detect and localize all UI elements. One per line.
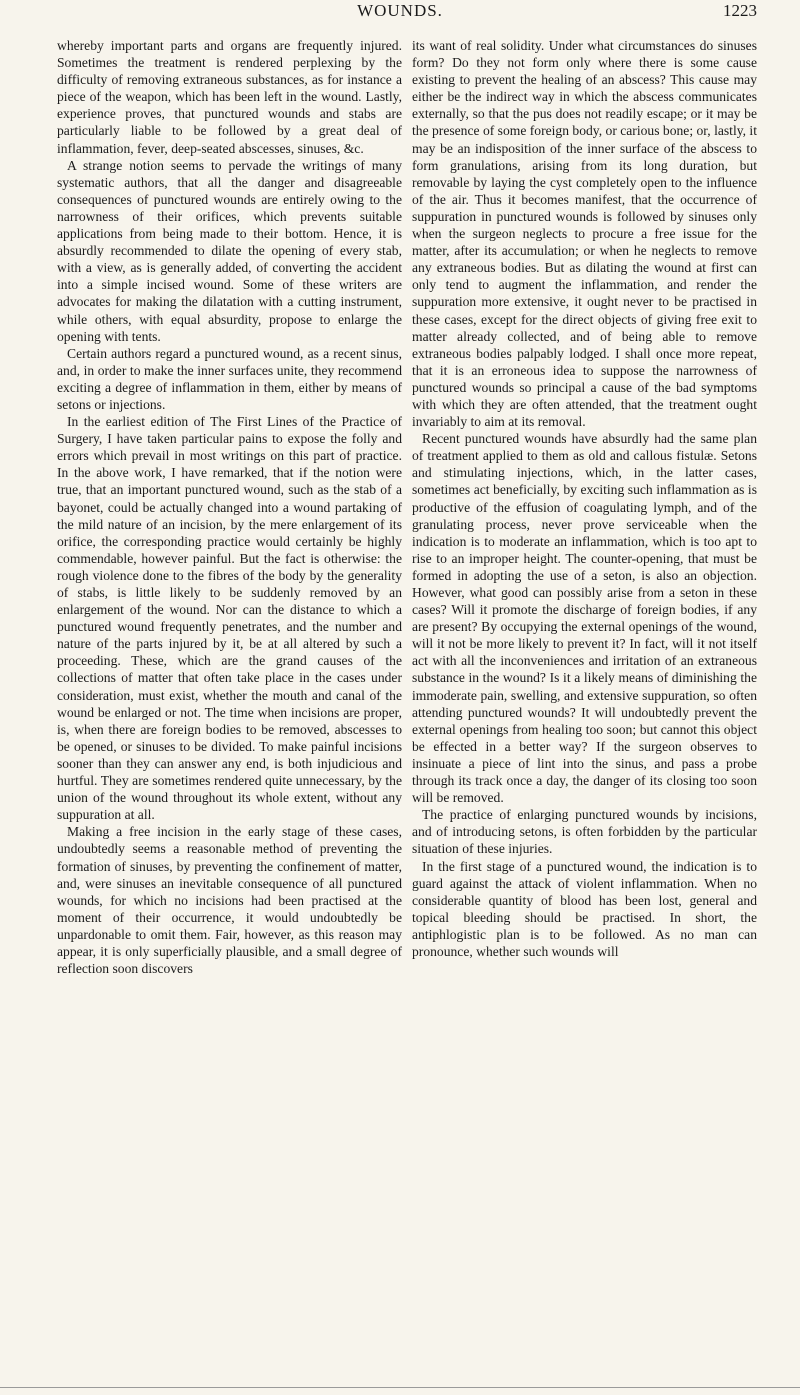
paragraph: In the earliest edition of The First Lines of the Practice of Surgery, I have taken particular pains to expose the folly and errors which prevail in most writings on this part of practice. In the above work, I have remarked, that if the notion were true, that an important punctured wound, such as the stab of a bayonet, could be actually changed into a wound partaking of the mild nature of an incision, by the mere enlargement of its orifice, the corresponding practice would certainly be highly commendable, however painful. But the fact is otherwise: the rough violence done to the fibres of the body by the generality of stabs, is little likely to be suddenly removed by an enlargement of the wound. Nor can the distance to which a punctured wound frequently penetrates, and the number and nature of the parts injured by it, be at all altered by such a proceeding. These, which are the grand causes of the collections of matter that often take place in the cases under consideration, must exist, whether the mouth and canal of the wound be enlarged or not. The time when incisions are proper, is, when there are foreign bodies to be removed, abscesses to be opened, or sinuses to be divided. To make painful incisions sooner than they can answer any end, is both injudicious and hurtful. They are sometimes rendered quite unnecessary, by the union of the wound throughout its whole extent, without any suppuration at all. — [57, 414, 402, 823]
left-column — [57, 37, 402, 977]
paragraph: Certain authors regard a punctured wound, as a recent sinus, and, in order to make the inner surfaces unite, they recommend exciting a degree of inflammation in them, either by means of setons or injections. — [57, 345, 402, 412]
right-column — [412, 37, 757, 960]
page-number: 1223 — [723, 1, 757, 20]
running-title: WOUNDS. — [357, 1, 443, 20]
paragraph: Making a free incision in the early stage of these cases, undoubtedly seems a reasonable method of preventing the formation of sinuses, by preventing the confinement of matter, and, were sinuses an inevitable consequence of all punctured wounds, for which no incisions had been practised at the moment of their occurrence, it would undoubtedly be unpardonable to omit them. Fair, however, as this reason may appear, it is only superficially plausible, and a small degree of reflection soon discovers — [57, 824, 402, 977]
paragraph: Recent punctured wounds have absurdly had the same plan of treatment applied to them as old and callous fistulæ. Setons and stimulating injections, which, in the latter cases, sometimes act beneficially, by exciting such inflammation as is productive of the effusion of coagulating lymph, and of the granulating process, never prove serviceable when the indication is to moderate an inflammation, which is too apt to rise to an improper height. The counter-opening, that must be formed in adopting the use of a seton, is also an objection. However, what good can possibly arise from a seton in these cases? Will it promote the discharge of foreign bodies, if any are present? By occupying the external openings of the wound, will it not be more likely to prevent it? In fact, will it not itself act with all the inconveniences and irritation of an extraneous substance in the wound? Is it a likely means of diminishing the immoderate pain, swelling, and extensive suppuration, so often attending punctured wounds? It will undoubtedly prevent the external openings from healing too soon; but cannot this object be effected in a better way? If the surgeon observes to insinuate a piece of lint into the sinus, and pass a probe through its track once a day, the danger of its closing too soon will be removed. — [412, 431, 757, 806]
paragraph: whereby important parts and organs are frequently injured. Sometimes the treatment is rendered perplexing by the difficulty of removing extraneous substances, as for instance a piece of the weapon, which has been left in the wound. Lastly, experience proves, that punctured wounds and stabs are particularly liable to be followed by a great deal of inflammation, fever, deep-seated abscesses, sinuses, &c. — [57, 38, 402, 156]
page-bottom-rule — [0, 1387, 800, 1388]
paragraph: In the first stage of a punctured wound, the indication is to guard against the attack of violent inflammation. When no considerable quantity of blood has been lost, general and topical bleeding should be practised. In short, the antiphlogistic plan is to be followed. As no man can pronounce, whether such wounds will — [412, 858, 757, 959]
page-header — [0, 0, 800, 26]
paragraph: The practice of enlarging punctured wounds by incisions, and of introducing setons, is often forbidden by the particular situation of these injuries. — [412, 807, 757, 857]
paragraph: A strange notion seems to pervade the writings of many systematic authors, that all the danger and disagreeable consequences of punctured wounds are entirely owing to the narrowness of their orifices, which prevents suitable applications from being made to their bottom. Hence, it is absurdly recommended to dilate the opening of every stab, with a view, as is generally added, of converting the accident into a simple incised wound. Some of these writers are advocates for making the dilatation with a cutting instrument, while others, with equal absurdity, propose to enlarge the opening with tents. — [57, 157, 402, 344]
paragraph: its want of real solidity. Under what circumstances do sinuses form? Do they not form only where there is some cause existing to prevent the healing of an abscess? This cause may either be the indirect way in which the abscess communicates externally, so that the pus does not readily escape; or it may be the presence of some foreign body, or carious bone; or, lastly, it may be an indisposition of the inner surface of the abscess to form granulations, arising from its long duration, but removable by laying the cyst completely open to the influence of the air. Thus it becomes manifest, that the occurrence of suppuration in punctured wounds is followed by sinuses only when the surgeon neglects to procure a free issue for the matter, after its accumulation; or when he neglects to remove any extraneous bodies. But as dilating the wound at first can only tend to augment the inflammation, and render the suppuration more extensive, it ought never to be practised in these cases, except for the direct objects of giving free exit to matter already collected, and of being able to remove extraneous bodies palpably lodged. I shall once more repeat, that it is an erroneous idea to suppose the narrowness of punctured wounds so principal a cause of the bad symptoms with which they are often attended, that the treatment ought invariably to aim at its removal. — [412, 38, 757, 430]
